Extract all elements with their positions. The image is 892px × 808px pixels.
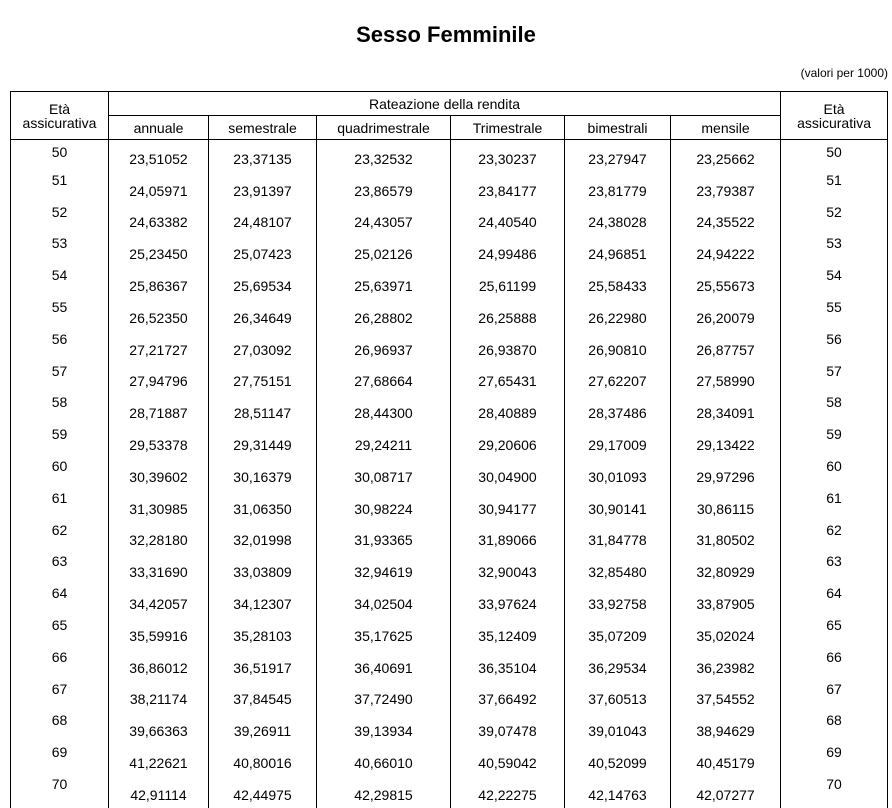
rate-cell: 29,97296	[671, 458, 781, 490]
rate-cell: 37,84545	[209, 681, 317, 713]
rate-cell: 36,29534	[565, 649, 671, 681]
rate-cell: 23,79387	[671, 172, 781, 204]
rate-cell: 34,42057	[109, 585, 209, 617]
age-cell-left: 52	[11, 204, 109, 236]
rate-cell: 27,03092	[209, 331, 317, 363]
age-cell-right: 60	[781, 458, 888, 490]
table-row	[11, 649, 888, 681]
rate-cell: 26,87757	[671, 331, 781, 363]
rate-cell: 39,01043	[565, 712, 671, 744]
age-cell-left: 50	[11, 140, 109, 172]
rate-cell: 28,40889	[451, 394, 565, 426]
rate-cell: 29,31449	[209, 426, 317, 458]
rate-cell: 27,58990	[671, 363, 781, 395]
rate-cell: 24,38028	[565, 204, 671, 236]
rate-cell: 37,66492	[451, 681, 565, 713]
rate-cell: 29,17009	[565, 426, 671, 458]
rate-cell: 39,13934	[317, 712, 451, 744]
rate-cell: 41,22621	[109, 744, 209, 776]
rate-cell: 35,59916	[109, 617, 209, 649]
age-cell-right: 66	[781, 649, 888, 681]
rate-cell: 33,92758	[565, 585, 671, 617]
table-row	[11, 394, 888, 426]
rate-cell: 40,66010	[317, 744, 451, 776]
rate-cell: 23,86579	[317, 172, 451, 204]
rate-cell: 32,90043	[451, 553, 565, 585]
age-cell-left: 60	[11, 458, 109, 490]
rate-cell: 32,94619	[317, 553, 451, 585]
column-header-quadrimestrale: quadrimestrale	[317, 116, 451, 140]
rate-cell: 35,12409	[451, 617, 565, 649]
rate-cell: 37,72490	[317, 681, 451, 713]
rate-cell: 25,61199	[451, 267, 565, 299]
rate-cell: 26,52350	[109, 299, 209, 331]
age-cell-right: 54	[781, 267, 888, 299]
age-cell-left: 54	[11, 267, 109, 299]
rate-cell: 23,30237	[451, 140, 565, 172]
rate-cell: 27,94796	[109, 363, 209, 395]
rate-cell: 33,97624	[451, 585, 565, 617]
rates-table	[10, 91, 888, 808]
age-cell-right: 56	[781, 331, 888, 363]
rate-cell: 23,84177	[451, 172, 565, 204]
rate-cell: 29,24211	[317, 426, 451, 458]
rate-cell: 30,39602	[109, 458, 209, 490]
rate-cell: 28,44300	[317, 394, 451, 426]
table-row	[11, 681, 888, 713]
installment-group-header: Rateazione della rendita	[109, 92, 781, 116]
table-row	[11, 490, 888, 522]
rate-cell: 36,51917	[209, 649, 317, 681]
rate-cell: 30,98224	[317, 490, 451, 522]
rate-cell: 30,01093	[565, 458, 671, 490]
rate-cell: 38,21174	[109, 681, 209, 713]
rate-cell: 27,65431	[451, 363, 565, 395]
rate-cell: 24,35522	[671, 204, 781, 236]
column-header-semestrale: semestrale	[209, 116, 317, 140]
age-cell-right: 69	[781, 744, 888, 776]
age-cell-right: 50	[781, 140, 888, 172]
age-cell-left: 67	[11, 681, 109, 713]
rate-cell: 23,27947	[565, 140, 671, 172]
rate-cell: 29,20606	[451, 426, 565, 458]
rate-cell: 31,89066	[451, 522, 565, 554]
table-row	[11, 553, 888, 585]
rate-cell: 30,90141	[565, 490, 671, 522]
table-row	[11, 522, 888, 554]
rate-cell: 24,48107	[209, 204, 317, 236]
rate-cell: 32,28180	[109, 522, 209, 554]
rate-cell: 23,32532	[317, 140, 451, 172]
rate-cell: 30,86115	[671, 490, 781, 522]
rate-cell: 42,29815	[317, 776, 451, 808]
rate-cell: 25,02126	[317, 235, 451, 267]
rate-cell: 25,86367	[109, 267, 209, 299]
rate-cell: 36,40691	[317, 649, 451, 681]
rate-cell: 33,03809	[209, 553, 317, 585]
rate-cell: 25,55673	[671, 267, 781, 299]
age-cell-left: 58	[11, 394, 109, 426]
age-cell-right: 51	[781, 172, 888, 204]
rate-cell: 29,53378	[109, 426, 209, 458]
rate-cell: 27,68664	[317, 363, 451, 395]
rate-cell: 37,60513	[565, 681, 671, 713]
rate-cell: 34,12307	[209, 585, 317, 617]
table-row	[11, 585, 888, 617]
age-cell-left: 57	[11, 363, 109, 395]
column-header-trimestrale: Trimestrale	[451, 116, 565, 140]
rate-cell: 25,69534	[209, 267, 317, 299]
rate-cell: 27,75151	[209, 363, 317, 395]
age-cell-right: 64	[781, 585, 888, 617]
rate-cell: 26,96937	[317, 331, 451, 363]
table-row	[11, 426, 888, 458]
rate-cell: 24,96851	[565, 235, 671, 267]
rate-cell: 28,71887	[109, 394, 209, 426]
age-cell-left: 64	[11, 585, 109, 617]
table-row	[11, 140, 888, 172]
rate-cell: 36,35104	[451, 649, 565, 681]
age-cell-right: 63	[781, 553, 888, 585]
rate-cell: 23,37135	[209, 140, 317, 172]
age-column-header-right: Età assicurativa	[781, 92, 888, 140]
table-row	[11, 204, 888, 236]
rate-cell: 40,80016	[209, 744, 317, 776]
rate-cell: 33,87905	[671, 585, 781, 617]
table-row	[11, 776, 888, 808]
age-cell-right: 67	[781, 681, 888, 713]
rate-cell: 24,40540	[451, 204, 565, 236]
rate-cell: 32,80929	[671, 553, 781, 585]
age-cell-right: 62	[781, 522, 888, 554]
age-column-header-left: Età assicurativa	[11, 92, 109, 140]
rate-cell: 26,20079	[671, 299, 781, 331]
table-row	[11, 458, 888, 490]
rate-cell: 39,07478	[451, 712, 565, 744]
age-cell-left: 53	[11, 235, 109, 267]
rate-cell: 25,63971	[317, 267, 451, 299]
rate-cell: 31,30985	[109, 490, 209, 522]
rate-cell: 35,17625	[317, 617, 451, 649]
age-cell-left: 68	[11, 712, 109, 744]
age-cell-left: 56	[11, 331, 109, 363]
age-cell-right: 55	[781, 299, 888, 331]
rate-cell: 24,63382	[109, 204, 209, 236]
age-cell-left: 55	[11, 299, 109, 331]
rate-cell: 34,02504	[317, 585, 451, 617]
rate-cell: 42,22275	[451, 776, 565, 808]
rate-cell: 26,25888	[451, 299, 565, 331]
table-row	[11, 299, 888, 331]
rate-cell: 30,08717	[317, 458, 451, 490]
age-cell-left: 69	[11, 744, 109, 776]
rate-cell: 42,14763	[565, 776, 671, 808]
table-row	[11, 235, 888, 267]
rate-cell: 38,94629	[671, 712, 781, 744]
age-cell-left: 61	[11, 490, 109, 522]
age-cell-right: 70	[781, 776, 888, 808]
rate-cell: 28,37486	[565, 394, 671, 426]
rate-cell: 31,84778	[565, 522, 671, 554]
table-row	[11, 617, 888, 649]
rate-cell: 33,31690	[109, 553, 209, 585]
units-note: (valori per 1000)	[800, 66, 888, 80]
rate-cell: 23,81779	[565, 172, 671, 204]
table-row	[11, 172, 888, 204]
age-cell-right: 61	[781, 490, 888, 522]
table-row	[11, 363, 888, 395]
rate-cell: 26,28802	[317, 299, 451, 331]
column-header-annuale: annuale	[109, 116, 209, 140]
rate-cell: 35,28103	[209, 617, 317, 649]
age-cell-left: 59	[11, 426, 109, 458]
age-cell-right: 65	[781, 617, 888, 649]
rate-cell: 24,05971	[109, 172, 209, 204]
rate-cell: 28,51147	[209, 394, 317, 426]
column-header-mensile: mensile	[671, 116, 781, 140]
page-title: Sesso Femminile	[356, 22, 536, 47]
rate-cell: 39,26911	[209, 712, 317, 744]
age-cell-left: 62	[11, 522, 109, 554]
rate-cell: 26,22980	[565, 299, 671, 331]
age-cell-left: 51	[11, 172, 109, 204]
rate-cell: 31,80502	[671, 522, 781, 554]
rate-cell: 32,85480	[565, 553, 671, 585]
rate-cell: 36,23982	[671, 649, 781, 681]
rate-cell: 27,21727	[109, 331, 209, 363]
rate-cell: 42,91114	[109, 776, 209, 808]
table-row	[11, 331, 888, 363]
rate-cell: 40,45179	[671, 744, 781, 776]
rate-cell: 42,44975	[209, 776, 317, 808]
table-row	[11, 712, 888, 744]
rate-cell: 35,02024	[671, 617, 781, 649]
age-cell-right: 59	[781, 426, 888, 458]
table-body	[11, 140, 888, 808]
rate-cell: 24,99486	[451, 235, 565, 267]
rate-cell: 31,06350	[209, 490, 317, 522]
age-cell-right: 68	[781, 712, 888, 744]
age-cell-left: 66	[11, 649, 109, 681]
rate-cell: 27,62207	[565, 363, 671, 395]
rate-cell: 26,90810	[565, 331, 671, 363]
age-cell-right: 58	[781, 394, 888, 426]
rate-cell: 24,94222	[671, 235, 781, 267]
column-header-bimestrali: bimestrali	[565, 116, 671, 140]
rate-cell: 30,16379	[209, 458, 317, 490]
table-row	[11, 744, 888, 776]
age-cell-right: 52	[781, 204, 888, 236]
rate-cell: 31,93365	[317, 522, 451, 554]
rate-cell: 23,51052	[109, 140, 209, 172]
rate-cell: 37,54552	[671, 681, 781, 713]
rate-cell: 25,23450	[109, 235, 209, 267]
rate-cell: 30,94177	[451, 490, 565, 522]
rate-cell: 29,13422	[671, 426, 781, 458]
age-cell-right: 53	[781, 235, 888, 267]
age-cell-left: 70	[11, 776, 109, 808]
rate-cell: 40,59042	[451, 744, 565, 776]
rate-cell: 28,34091	[671, 394, 781, 426]
rate-cell: 23,25662	[671, 140, 781, 172]
rate-cell: 32,01998	[209, 522, 317, 554]
rate-cell: 42,07277	[671, 776, 781, 808]
rate-cell: 26,34649	[209, 299, 317, 331]
table-row	[11, 267, 888, 299]
rate-cell: 24,43057	[317, 204, 451, 236]
rate-cell: 30,04900	[451, 458, 565, 490]
rate-cell: 25,58433	[565, 267, 671, 299]
rate-cell: 25,07423	[209, 235, 317, 267]
rate-cell: 40,52099	[565, 744, 671, 776]
rate-cell: 36,86012	[109, 649, 209, 681]
rate-cell: 39,66363	[109, 712, 209, 744]
rate-cell: 26,93870	[451, 331, 565, 363]
rate-cell: 35,07209	[565, 617, 671, 649]
rate-cell: 23,91397	[209, 172, 317, 204]
age-cell-right: 57	[781, 363, 888, 395]
age-cell-left: 65	[11, 617, 109, 649]
age-cell-left: 63	[11, 553, 109, 585]
